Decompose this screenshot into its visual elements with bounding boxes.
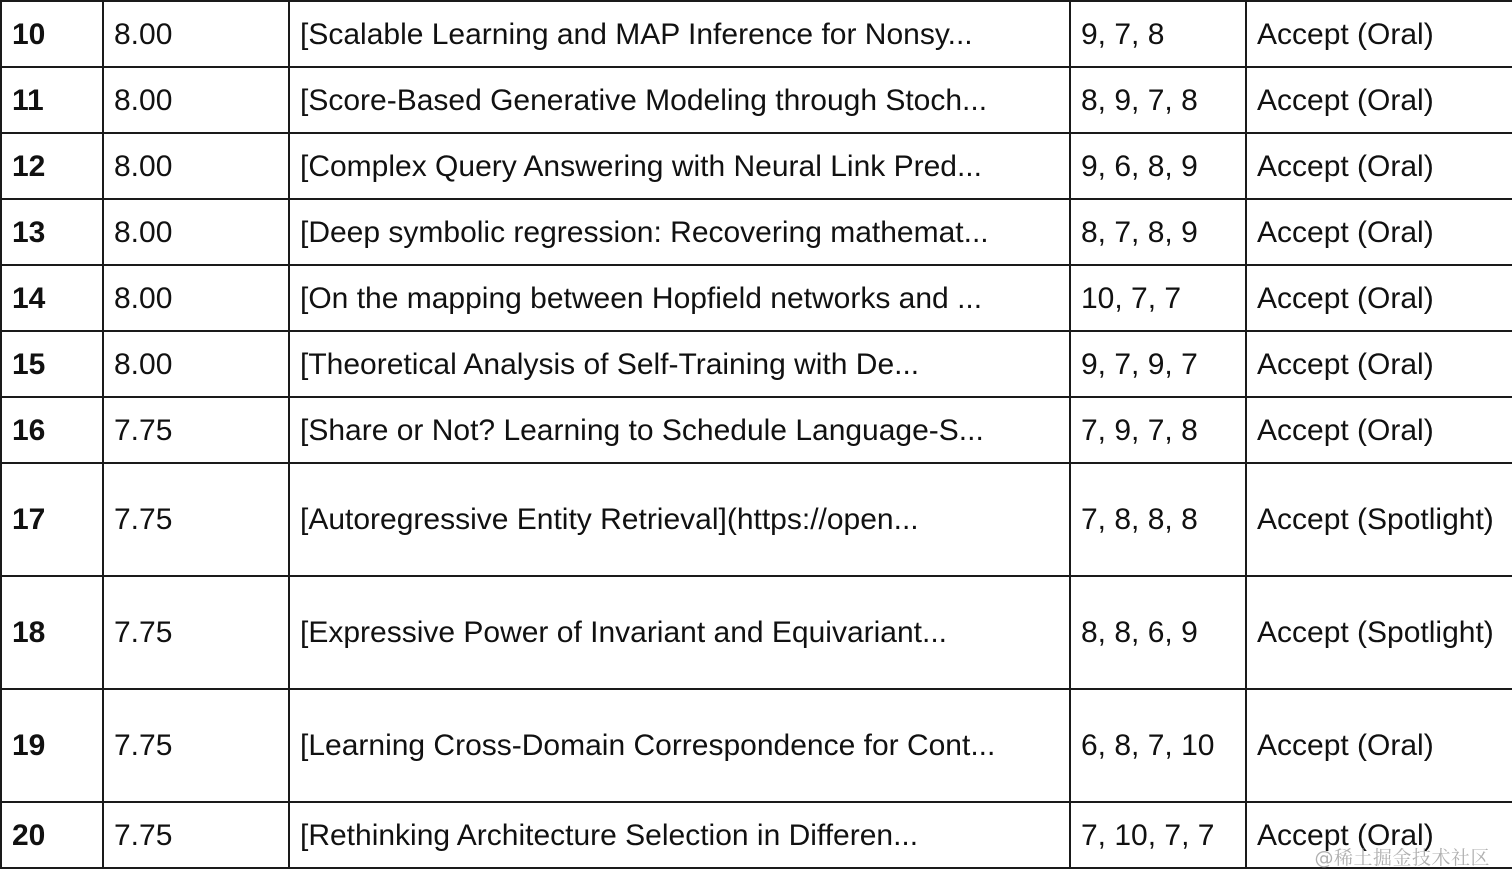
rank-cell: 15 — [1, 331, 103, 397]
score-cell: 8.00 — [103, 331, 289, 397]
watermark: @稀土掘金技术社区 — [1314, 847, 1490, 869]
score-cell: 8.00 — [103, 265, 289, 331]
title-cell: [Theoretical Analysis of Self-Training with De... — [289, 331, 1070, 397]
ratings-cell: 9, 6, 8, 9 — [1070, 133, 1246, 199]
ratings-cell: 9, 7, 8 — [1070, 1, 1246, 67]
score-cell: 7.75 — [103, 576, 289, 689]
rank-cell: 18 — [1, 576, 103, 689]
ratings-cell: 7, 10, 7, 7 — [1070, 802, 1246, 868]
table-row — [1, 265, 1512, 331]
table-row — [1, 689, 1512, 802]
score-cell: 7.75 — [103, 689, 289, 802]
decision-cell: Accept (Oral) — [1246, 133, 1512, 199]
title-cell: [Deep symbolic regression: Recovering mathemat... — [289, 199, 1070, 265]
score-cell: 8.00 — [103, 199, 289, 265]
table-row — [1, 133, 1512, 199]
ratings-cell: 7, 9, 7, 8 — [1070, 397, 1246, 463]
title-cell: [Learning Cross-Domain Correspondence for Cont... — [289, 689, 1070, 802]
ratings-cell: 10, 7, 7 — [1070, 265, 1246, 331]
decision-cell: Accept (Spotlight) — [1246, 463, 1512, 576]
table-row — [1, 397, 1512, 463]
ratings-cell: 8, 7, 8, 9 — [1070, 199, 1246, 265]
title-cell: [Scalable Learning and MAP Inference for Nonsy... — [289, 1, 1070, 67]
rank-cell: 16 — [1, 397, 103, 463]
title-cell: [Share or Not? Learning to Schedule Language-S... — [289, 397, 1070, 463]
score-cell: 7.75 — [103, 397, 289, 463]
ratings-cell: 9, 7, 9, 7 — [1070, 331, 1246, 397]
decision-cell: Accept (Oral) — [1246, 689, 1512, 802]
decision-cell: Accept (Oral) — [1246, 331, 1512, 397]
score-cell: 7.75 — [103, 802, 289, 868]
rank-cell: 20 — [1, 802, 103, 868]
decision-cell: Accept (Oral) — [1246, 1, 1512, 67]
table-row — [1, 1, 1512, 67]
rank-cell: 10 — [1, 1, 103, 67]
rank-cell: 14 — [1, 265, 103, 331]
title-cell: [Complex Query Answering with Neural Link Pred... — [289, 133, 1070, 199]
title-cell: [Expressive Power of Invariant and Equivariant... — [289, 576, 1070, 689]
title-cell: [Autoregressive Entity Retrieval](https://open... — [289, 463, 1070, 576]
rank-cell: 19 — [1, 689, 103, 802]
score-cell: 8.00 — [103, 67, 289, 133]
title-cell: [On the mapping between Hopfield networks and ... — [289, 265, 1070, 331]
score-cell: 8.00 — [103, 133, 289, 199]
title-cell: [Rethinking Architecture Selection in Differen... — [289, 802, 1070, 868]
table-row — [1, 802, 1512, 868]
score-cell: 8.00 — [103, 1, 289, 67]
ratings-cell: 8, 9, 7, 8 — [1070, 67, 1246, 133]
rank-cell: 11 — [1, 67, 103, 133]
rank-cell: 12 — [1, 133, 103, 199]
score-cell: 7.75 — [103, 463, 289, 576]
table-row — [1, 331, 1512, 397]
decision-cell: Accept (Oral) — [1246, 265, 1512, 331]
decision-cell: Accept (Oral) — [1246, 67, 1512, 133]
title-cell: [Score-Based Generative Modeling through Stoch... — [289, 67, 1070, 133]
decision-cell: Accept (Oral) — [1246, 802, 1512, 868]
table-row — [1, 199, 1512, 265]
rank-cell: 13 — [1, 199, 103, 265]
table-row — [1, 67, 1512, 133]
rank-cell: 17 — [1, 463, 103, 576]
decision-cell: Accept (Oral) — [1246, 199, 1512, 265]
decision-cell: Accept (Spotlight) — [1246, 576, 1512, 689]
decision-cell: Accept (Oral) — [1246, 397, 1512, 463]
ratings-cell: 6, 8, 7, 10 — [1070, 689, 1246, 802]
ratings-cell: 8, 8, 6, 9 — [1070, 576, 1246, 689]
table-row — [1, 576, 1512, 689]
table-row — [1, 463, 1512, 576]
ratings-cell: 7, 8, 8, 8 — [1070, 463, 1246, 576]
